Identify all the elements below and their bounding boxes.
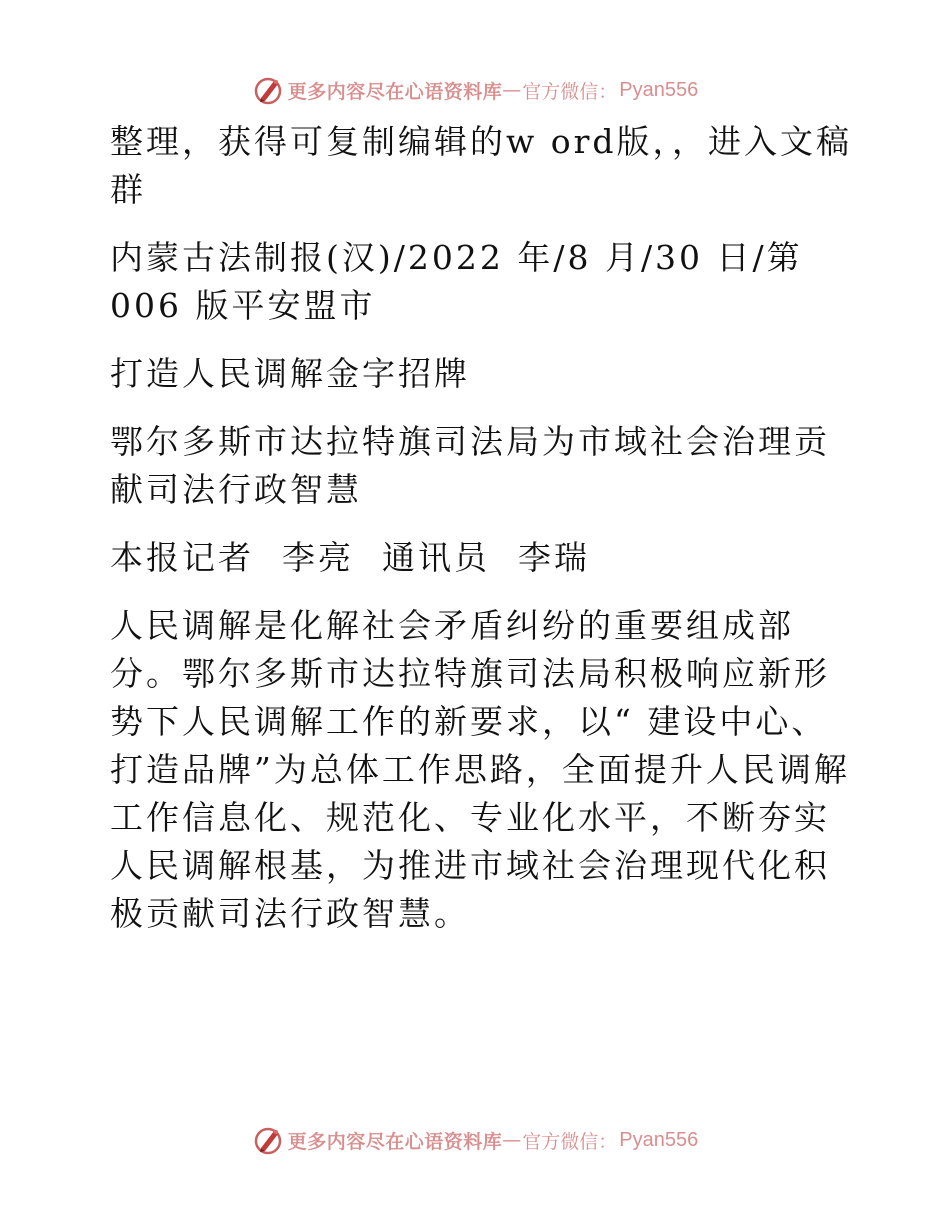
byline-correspondent: 李瑞 [518,538,590,577]
pen-circle-icon [252,1123,286,1157]
banner-wechat-label: 官方微信： [522,80,618,103]
byline-reporter-label: 本报记者 [110,538,254,577]
source-line: 内蒙古法制报(汉)/2022 年/8 月/30 日/第 006 版平安盟市 [110,238,803,325]
banner-wechat-label: 官方微信： [522,1130,618,1153]
body-paragraph: 人民调解是化解社会矛盾纠纷的重要组成部分。鄂尔多斯市达拉特旗司法局积极响应新形势下人民调解工作的新要求，以“ 建设中心、打造品牌”为总体工作思路，全面提升人民调解工作信息化、规范化、专业化水平，不断夯实人民调解根基，为推进市域社会治理现代化积极贡献司法行政智慧。 [110,606,850,933]
header-banner [0,70,950,110]
banner-separator: — [502,1129,522,1151]
subheadline: 鄂尔多斯市达拉特旗司法局为市域社会治理贡献司法行政智慧 [110,422,830,509]
byline-correspondent-label: 通讯员 [382,538,490,577]
banner-text: 更多内容尽在心语资料库 [287,80,503,103]
banner-wechat-id: Pyan556 [619,1128,699,1151]
banner-text: 更多内容尽在心语资料库 [287,1130,503,1153]
headline: 打造人民调解金字招牌 [110,354,470,393]
byline [98,534,858,582]
banner-separator: — [502,79,522,101]
pen-circle-icon [252,73,286,107]
intro-paragraph: 整理，获得可复制编辑的w ord版，，进入文稿群 [110,122,853,209]
document-body [98,118,858,938]
banner-wechat-id: Pyan556 [619,78,699,101]
footer-banner [0,1120,950,1160]
byline-reporter: 李亮 [282,538,354,577]
